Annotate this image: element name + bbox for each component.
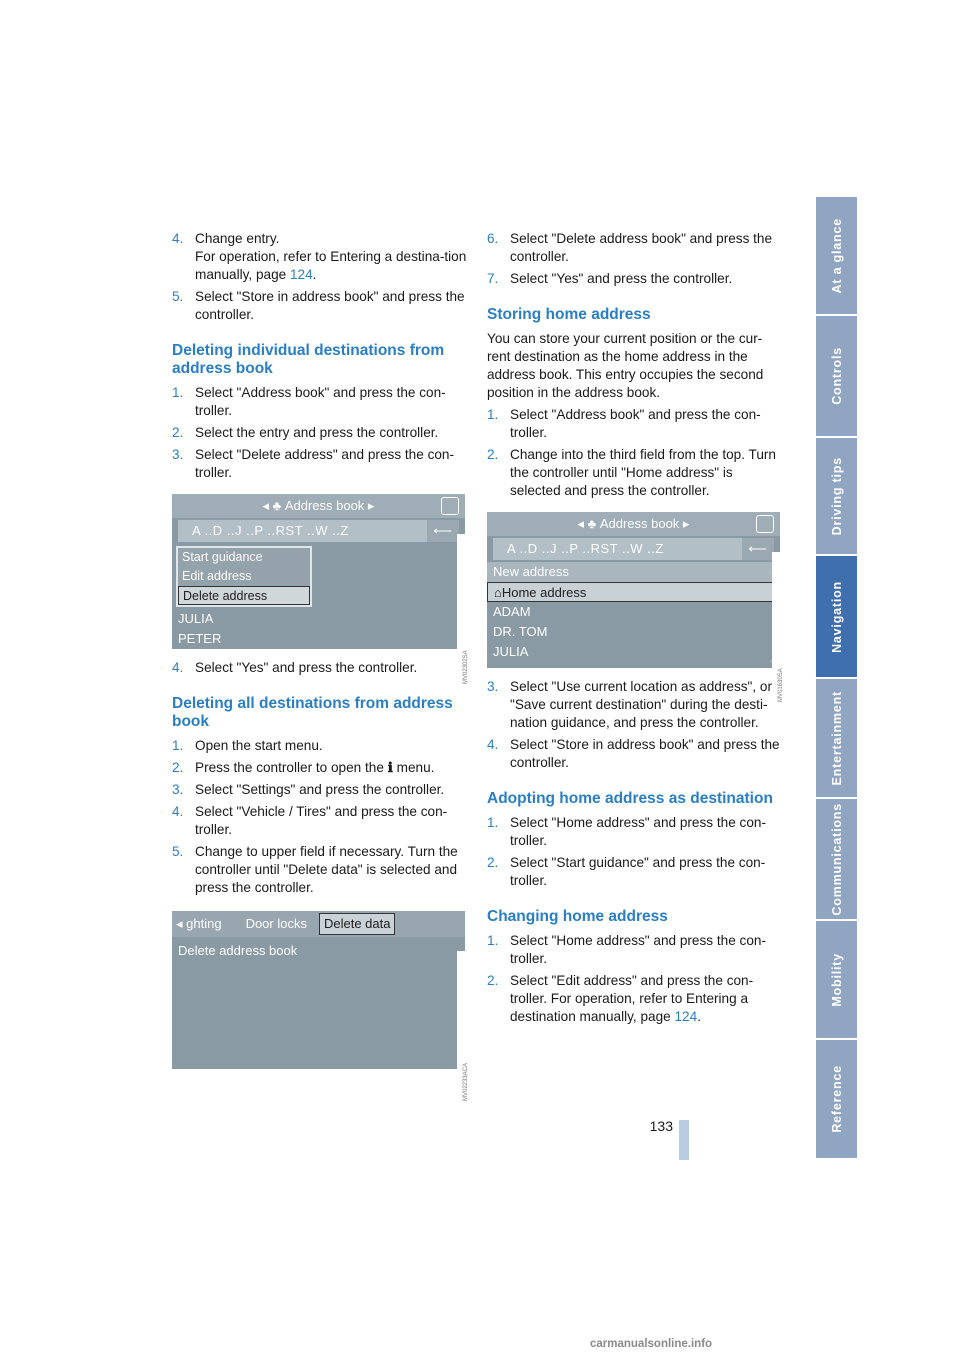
- step-number: 2.: [487, 855, 499, 870]
- step-text: Select "Delete address" and press the con-troller.: [195, 447, 455, 480]
- back-icon[interactable]: ⟵: [427, 520, 459, 542]
- step-number: 1.: [487, 815, 499, 830]
- screen-header: ◂ ♣ Address book ▸: [487, 512, 780, 536]
- step-text: Select "Store in address book" and press the controller.: [195, 289, 465, 322]
- sidenav-tab-controls[interactable]: Controls: [816, 316, 857, 438]
- image-code: MV01630SA: [772, 552, 782, 702]
- step-number: 2.: [172, 425, 184, 440]
- context-menu: [176, 546, 312, 607]
- step: [172, 843, 467, 897]
- alphabet-bar[interactable]: A ..D ..J ..P ..RST ..W ..Z ⟵: [493, 538, 774, 560]
- step-text: Select "Delete address book" and press the controller.: [510, 231, 773, 264]
- step: 4. Change entry. For operation, refer to Entering a destina-tion manually, page 124.: [172, 231, 467, 282]
- step: [172, 288, 467, 324]
- resize-icon: [441, 497, 459, 515]
- step-text: Select "Address book" and press the con-troller.: [510, 407, 761, 440]
- step-number: 2.: [487, 447, 499, 462]
- step: [172, 781, 467, 799]
- step-text: Select "Vehicle / Tires" and press the con-troller.: [195, 804, 448, 837]
- step-number: 2.: [172, 760, 184, 775]
- step-number: 4.: [172, 231, 184, 246]
- page-marker: [679, 1120, 689, 1160]
- step-text: Select "Edit address" and press the con-troller. For operation, refer to Entering a destination manually, page: [510, 973, 754, 1024]
- list-item[interactable]: JULIA: [178, 611, 214, 626]
- step: [172, 737, 467, 755]
- step: [172, 424, 467, 442]
- step: [487, 230, 782, 266]
- menu-item-delete-address[interactable]: Delete address: [178, 586, 310, 605]
- heading-delete-all: Deleting all destinations from address book: [172, 695, 453, 730]
- new-address-item[interactable]: New address: [487, 562, 780, 582]
- step-text: Select "Yes" and press the controller.: [195, 660, 418, 675]
- step-extra: For operation, refer to Entering a destina-tion manually, page: [195, 249, 467, 282]
- step-number: 1.: [487, 933, 499, 948]
- step-number: 5.: [172, 844, 184, 859]
- right-column: [487, 230, 782, 1030]
- section-tabs: [816, 197, 857, 1160]
- home-address-item[interactable]: ⌂Home address: [487, 582, 780, 602]
- sidenav-tab-driving-tips[interactable]: Driving tips: [816, 438, 857, 556]
- step-number: 2.: [487, 973, 499, 988]
- heading-adopt-home: Adopting home address as destination: [487, 790, 773, 807]
- step: [172, 659, 467, 677]
- list-item[interactable]: ADAM: [493, 604, 531, 619]
- list-item[interactable]: DR. TOM: [493, 624, 548, 639]
- alphabet-bar[interactable]: A ..D ..J ..P ..RST ..W ..Z ⟵: [178, 520, 459, 542]
- image-code: MV02302SA: [457, 534, 467, 684]
- step: [487, 406, 782, 442]
- step-number: 4.: [487, 737, 499, 752]
- page-link[interactable]: 124: [289, 267, 313, 282]
- step-number: 3.: [487, 679, 499, 694]
- sidenav-tab-mobility[interactable]: Mobility: [816, 921, 857, 1040]
- step: 2. Select "Edit address" and press the con-troller. For operation, refer to Entering a destination manually, page 124.: [487, 973, 754, 1024]
- step-text: Select "Settings" and press the controller.: [195, 782, 445, 797]
- sidenav-tab-entertainment[interactable]: Entertainment: [816, 679, 857, 799]
- list-item[interactable]: JULIA: [493, 644, 529, 659]
- tab-delete-data[interactable]: Delete data: [319, 913, 396, 935]
- step-text: Open the start menu.: [195, 738, 323, 753]
- step-number: 4.: [172, 660, 184, 675]
- step-text: Select "Home address" and press the con-troller.: [510, 815, 766, 848]
- heading-delete-individual: Deleting individual destinations from address book: [172, 342, 445, 377]
- step-text: Select "Yes" and press the controller.: [510, 271, 733, 286]
- tab-door-locks[interactable]: Door locks: [245, 916, 307, 931]
- step: [487, 932, 782, 968]
- step: [487, 814, 782, 850]
- step-number: 4.: [172, 804, 184, 819]
- heading-change-home: Changing home address: [487, 908, 668, 925]
- address-book-screen: [487, 512, 784, 702]
- step: 2. Press the controller to open the ℹ menu.: [172, 760, 435, 775]
- tab-lighting[interactable]: ◂ ghting: [176, 916, 222, 931]
- step: [172, 384, 467, 420]
- list-item[interactable]: PETER: [178, 631, 222, 646]
- resize-icon: [756, 515, 774, 533]
- image-code: MV02233ACA: [457, 951, 467, 1101]
- step-text: Select "Address book" and press the con-troller.: [195, 385, 446, 418]
- step: [487, 854, 782, 890]
- step: [487, 446, 782, 500]
- info-icon: ℹ: [387, 760, 393, 775]
- footer-watermark: carmanualsonline.info: [590, 1338, 713, 1350]
- settings-screen: [172, 911, 469, 1101]
- screen-header: ◂ ♣ Address book ▸: [172, 494, 465, 518]
- delete-address-book-item[interactable]: Delete address book: [178, 943, 298, 958]
- step-text: Select "Use current location as address", or "Save current destination" during the desti-nation guidance, and press the controller.: [510, 679, 773, 730]
- screen-title: Address book: [284, 498, 365, 513]
- page-number: 133: [649, 1118, 673, 1134]
- sidenav-tab-reference[interactable]: Reference: [816, 1040, 857, 1160]
- step-number: 1.: [172, 738, 184, 753]
- step-number: 5.: [172, 289, 184, 304]
- step: [487, 736, 782, 772]
- step-number: 6.: [487, 231, 499, 246]
- screen-title: Address book: [599, 516, 680, 531]
- step: [172, 446, 467, 482]
- back-icon[interactable]: ⟵: [742, 538, 774, 560]
- step-number: 7.: [487, 271, 499, 286]
- step-number: 1.: [487, 407, 499, 422]
- settings-tabs: [172, 911, 465, 937]
- step-text: Change to upper field if necessary. Turn the controller until "Delete data" is selected and press the controller.: [195, 844, 458, 895]
- sidenav-tab-navigation[interactable]: Navigation: [816, 556, 857, 679]
- step-text: Select "Store in address book" and press the controller.: [510, 737, 780, 770]
- step-number: 3.: [172, 447, 184, 462]
- step-text: Change entry.: [195, 231, 280, 246]
- heading-store-home: Storing home address: [487, 306, 651, 323]
- sidenav-tab-communications[interactable]: Communications: [816, 799, 857, 921]
- step-text: Select "Start guidance" and press the con-troller.: [510, 855, 766, 888]
- step-number: 3.: [172, 782, 184, 797]
- menu-item-start-guidance[interactable]: Start guidance: [182, 550, 263, 564]
- step: [172, 803, 467, 839]
- step: [487, 678, 782, 732]
- step-text: Select "Home address" and press the con-troller.: [510, 933, 766, 966]
- menu-item-edit-address[interactable]: Edit address: [182, 569, 252, 583]
- page-link[interactable]: 124: [674, 1009, 698, 1024]
- step: [487, 270, 782, 288]
- left-column: [172, 230, 469, 1101]
- step-text: Change into the third field from the top. Turn the controller until "Home address" is selected and press the controller.: [510, 447, 776, 498]
- paragraph: You can store your current position or the cur-rent destination as the home address in the address book. This entry occupies the second position in the address book.: [487, 331, 764, 400]
- step-text: Select the entry and press the controller.: [195, 425, 439, 440]
- sidenav-tab-at-a-glance[interactable]: At a glance: [816, 197, 857, 316]
- step-number: 1.: [172, 385, 184, 400]
